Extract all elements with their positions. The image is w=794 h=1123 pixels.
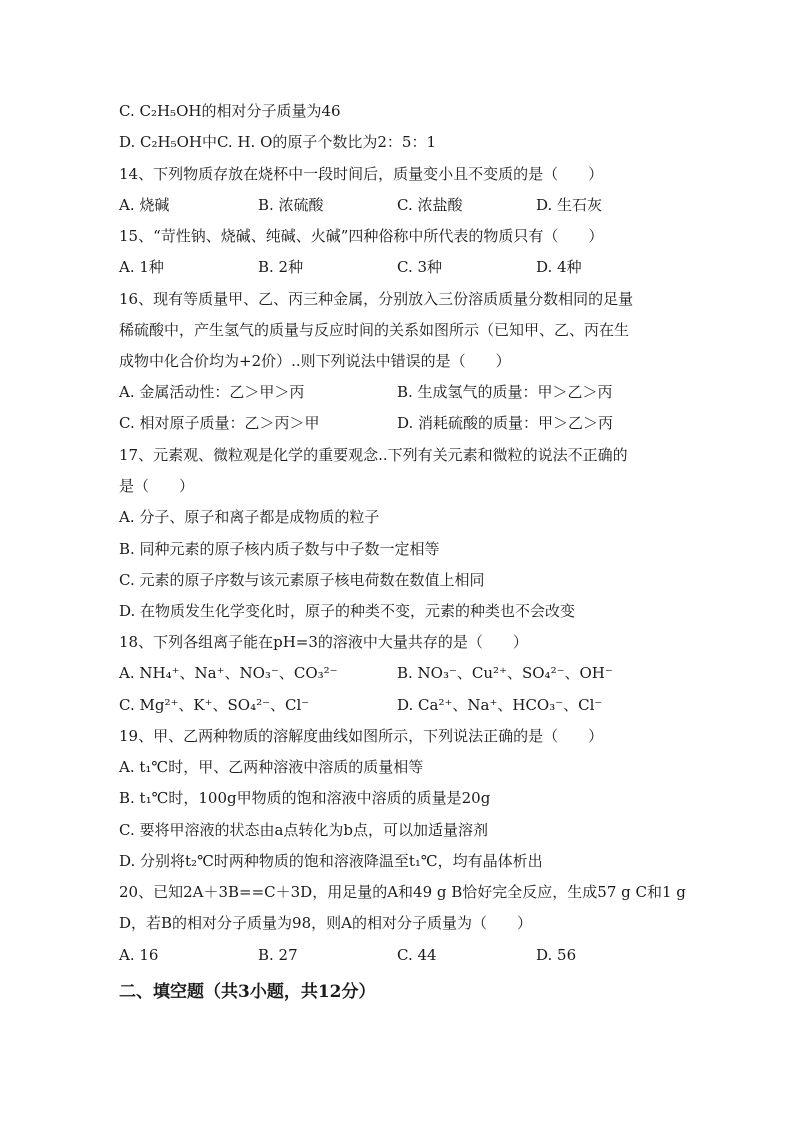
- q18-stem: 18、下列各组离子能在pH=3的溶液中大量共存的是（ ）: [119, 633, 528, 651]
- q15-option-b: B. 2种: [258, 258, 304, 276]
- q17-option-c: C. 元素的原子序数与该元素原子核电荷数在数值上相同: [119, 571, 485, 589]
- q16-stem-line-1: 16、现有等质量甲、乙、丙三种金属，分别放入三份溶质质量分数相同的足量: [119, 290, 634, 308]
- q16-option-a: A. 金属活动性：乙＞甲＞丙: [119, 383, 305, 401]
- section-heading: 二、填空题（共3小题，共12分）: [119, 982, 376, 1002]
- q14-stem: 14、下列物质存放在烧杯中一段时间后，质量变小且不变质的是（ ）: [119, 165, 604, 183]
- q19-option-a: A. t₁℃时，甲、乙两种溶液中溶质的质量相等: [119, 758, 424, 776]
- q14-option-b: B. 浓硫酸: [258, 196, 324, 214]
- q16-stem-line-2: 稀硫酸中，产生氢气的质量与反应时间的关系如图所示（已知甲、乙、丙在生: [119, 321, 630, 339]
- q14-option-a: A. 烧碱: [119, 196, 170, 214]
- q18-option-d: D. Ca²⁺、Na⁺、HCO₃⁻、Cl⁻: [397, 696, 603, 714]
- q16-option-b: B. 生成氢气的质量：甲＞乙＞丙: [397, 383, 613, 401]
- q14-option-c: C. 浓盐酸: [397, 196, 463, 214]
- q16-option-c: C. 相对原子质量：乙＞丙＞甲: [119, 414, 320, 432]
- q19-option-d: D. 分别将t₂℃时两种物质的饱和溶液降温至t₁℃，均有晶体析出: [119, 852, 543, 870]
- q18-option-b: B. NO₃⁻、Cu²⁺、SO₄²⁻、OH⁻: [397, 664, 613, 682]
- q20-stem-line-2: D，若B的相对分子质量为98，则A的相对分子质量为（ ）: [119, 914, 532, 932]
- q15-stem: 15、“苛性钠、烧碱、纯碱、火碱”四种俗称中所代表的物质只有（ ）: [119, 227, 604, 245]
- q20-option-d: D. 56: [536, 946, 577, 964]
- q17-stem-line-1: 17、元素观、微粒观是化学的重要观念..下列有关元素和微粒的说法不正确的: [119, 446, 628, 464]
- q18-option-c: C. Mg²⁺、K⁺、SO₄²⁻、Cl⁻: [119, 696, 310, 714]
- q17-option-a: A. 分子、原子和离子都是成物质的粒子: [119, 508, 380, 526]
- q20-option-a: A. 16: [119, 946, 159, 964]
- q20-stem-line-1: 20、已知2A＋3B==C＋3D，用足量的A和49 g B恰好完全反应，生成57 g C和1 g: [119, 883, 686, 901]
- q20-option-b: B. 27: [258, 946, 298, 964]
- q19-stem: 19、甲、乙两种物质的溶解度曲线如图所示，下列说法正确的是（ ）: [119, 727, 604, 745]
- q16-stem-line-3: 成物中化合价均为+2价）..则下列说法中错误的是（ ）: [119, 352, 511, 370]
- q17-stem-line-2: 是（ ）: [119, 477, 195, 495]
- q15-option-c: C. 3种: [397, 258, 443, 276]
- q19-option-c: C. 要将甲溶液的状态由a点转化为b点，可以加适量溶剂: [119, 821, 489, 839]
- q19-option-b: B. t₁℃时，100g甲物质的饱和溶液中溶质的质量是20g: [119, 789, 491, 807]
- q17-option-b: B. 同种元素的原子核内质子数与中子数一定相等: [119, 540, 440, 558]
- q20-option-c: C. 44: [397, 946, 437, 964]
- q16-option-d: D. 消耗硫酸的质量：甲＞乙＞丙: [397, 414, 614, 432]
- q14-option-d: D. 生石灰: [536, 196, 603, 214]
- q17-option-d: D. 在物质发生化学变化时，原子的种类不变，元素的种类也不会改变: [119, 602, 576, 620]
- q15-option-d: D. 4种: [536, 258, 582, 276]
- q13-option-d: D. C₂H₅OH中C. H. O的原子个数比为2：5：1: [119, 133, 437, 151]
- q15-option-a: A. 1种: [119, 258, 164, 276]
- q13-option-c: C. C₂H₅OH的相对分子质量为46: [119, 102, 341, 120]
- q18-option-a: A. NH₄⁺、Na⁺、NO₃⁻、CO₃²⁻: [119, 664, 338, 682]
